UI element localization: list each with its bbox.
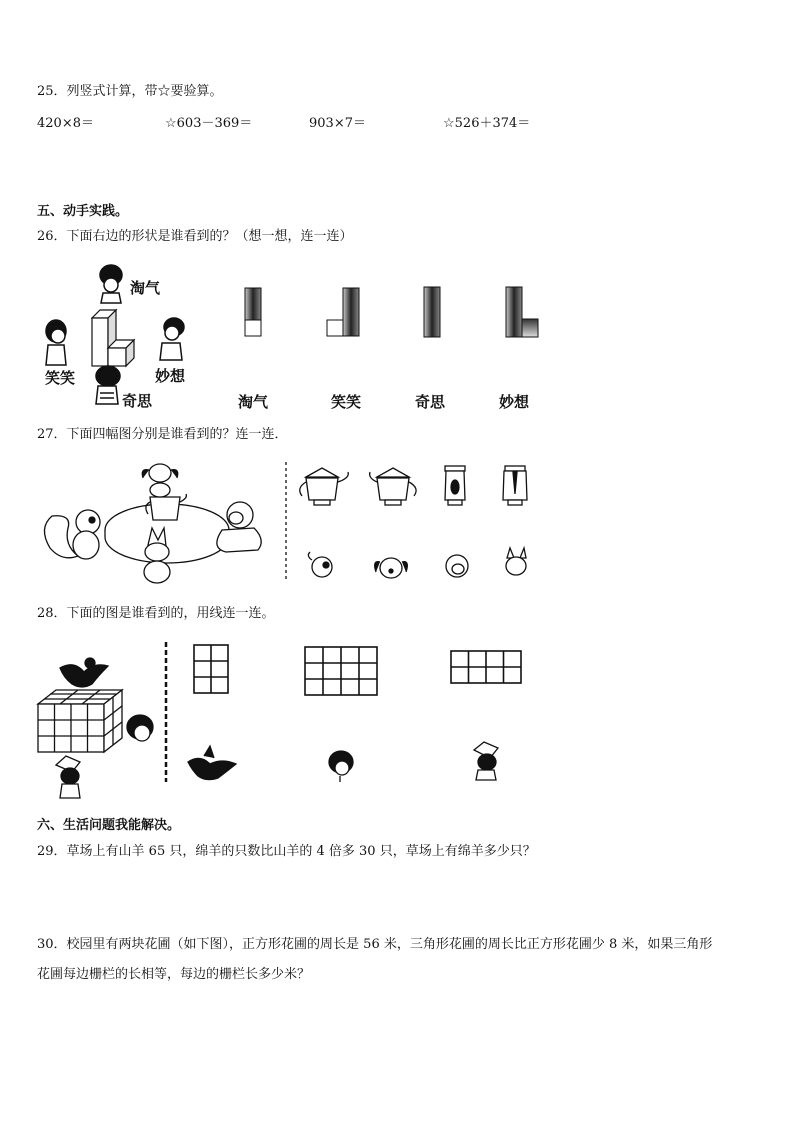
q25-item-1: 420×8＝ (37, 116, 94, 131)
q30-line-2: 花圃每边栅栏的长相等，每边的栅栏长多少米？ (37, 967, 311, 982)
view-grid-2 (305, 647, 377, 695)
section5-title: 五、动手实践。 (37, 204, 129, 219)
man-figure (56, 756, 80, 798)
option-label-taoqi: 淘气 (238, 393, 269, 411)
q28-title: 28．下面的图是谁看到的，用线连一连。 (37, 606, 275, 621)
q30-line-1: 30．校园里有两块花圃（如下图），正方形花圃的周长是 56 米，三角形花圃的周长比正方形花圃少 8 米，如果三角形 (37, 937, 713, 952)
child-figure (127, 715, 153, 741)
bird-figure (60, 658, 108, 687)
q25-title: 25．列竖式计算，带☆要验算。 (37, 84, 223, 99)
q25-item-4: ☆526＋374＝ (443, 116, 531, 131)
person-label-taoqi: 淘气 (130, 279, 161, 297)
bottom-bird (188, 746, 236, 780)
option-label-xiaoxiao: 笑笑 (331, 393, 362, 411)
bottom-child (329, 751, 353, 782)
q29-title: 29．草场上有山羊 65 只，绵羊的只数比山羊的 4 倍多 30 只，草场上有绵羊多少只？ (37, 844, 536, 859)
bottom-man (474, 742, 498, 780)
q28-views (194, 645, 521, 695)
option-label-miaoxiang: 妙想 (499, 393, 530, 411)
q25-item-2: ☆603－369＝ (165, 116, 253, 131)
person-label-miaoxiang: 妙想 (155, 367, 186, 385)
view-grid-1 (194, 645, 228, 693)
section6-title: 六、生活问题我能解决。 (37, 818, 181, 833)
person-label-qisi: 奇思 (122, 392, 153, 410)
q25-item-3: 903×7＝ (309, 116, 366, 131)
option-label-qisi: 奇思 (415, 393, 446, 411)
view-grid-3 (451, 651, 521, 683)
person-label-xiaoxiao: 笑笑 (45, 369, 76, 387)
q27-title: 27．下面四幅图分别是谁看到的？连一连． (37, 427, 288, 442)
q26-title: 26．下面右边的形状是谁看到的？（想一想，连一连） (37, 229, 353, 244)
